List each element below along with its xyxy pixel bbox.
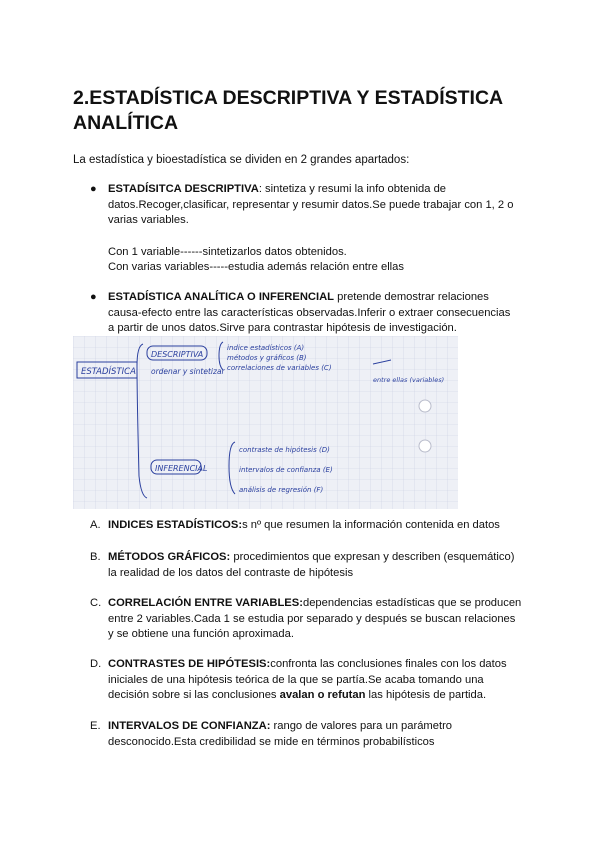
notes-drawing — [73, 336, 458, 509]
page-title: 2.ESTADÍSTICA DESCRIPTIVA Y ESTADÍSTICA ANALÍTICA — [73, 87, 503, 134]
list-term: INTERVALOS DE CONFIANZA: — [108, 720, 271, 732]
ring-hole — [419, 440, 431, 452]
list-term: INDICES ESTADÍSTICOS: — [108, 519, 243, 531]
bullet-dot: ● — [90, 291, 97, 303]
note-item-b: métodos y gráficos (B) — [227, 354, 307, 362]
note-branch-descriptiva: DESCRIPTIVA — [151, 350, 204, 359]
note-item-c: correlaciones de variables (C) — [227, 364, 332, 372]
list-term: CORRELACIÓN ENTRE VARIABLES: — [108, 597, 303, 609]
list-text: s nº que resumen la información contenida en datos — [242, 519, 500, 531]
note-item-a: indice estadísticos (A) — [227, 344, 305, 352]
bullet-text: pretende demostrar relaciones causa-efecto entre las características observadas.Inferir o extraer consecuencias a partir de unos datos.Sirve para contrastar hipótesis de investigación. — [108, 291, 511, 334]
subline-many-variables: Con varias variables-----estudia además relación entre ellas — [108, 261, 404, 273]
subline-one-variable: Con 1 variable------sintetizarlos datos obtenidos. — [108, 246, 347, 258]
list-marker: C. — [90, 597, 102, 609]
bullet-dot: ● — [90, 183, 97, 195]
note-item-d: contraste de hipótesis (D) — [239, 446, 330, 454]
list-text-end: las hipótesis de partida. — [365, 689, 487, 701]
handwritten-notes-photo — [73, 336, 458, 509]
list-text: dependencias estadísticas que se producen entre 2 variables.Cada 1 se estudia por separado y después se buscan relaciones y se obtiene una función aproximada. — [108, 597, 522, 640]
list-marker: A. — [90, 519, 101, 531]
bullet-text: : sintetiza y resumi la info obtenida de datos.Recoger,clasificar, representar y resumir datos.Se puede trabajar con 1, 2 o varias variables. — [108, 183, 514, 226]
list-text: procedimientos que expresan y describen (esquemático) la realidad de los datos del contraste de hipótesis — [108, 551, 515, 579]
list-marker: B. — [90, 551, 101, 563]
note-item-e: intervalos de confianza (E) — [239, 466, 333, 474]
note-branch-descriptiva-desc: ordenar y sintetizar — [151, 367, 225, 376]
bullet-term: ESTADÍSITCA DESCRIPTIVA — [108, 183, 259, 195]
list-term: CONTRASTES DE HIPÓTESIS: — [108, 658, 271, 670]
bullet-term: ESTADÍSTICA ANALÍTICA O INFERENCIAL — [108, 291, 335, 303]
intro-paragraph: La estadística y bioestadística se dividen en 2 grandes apartados: — [73, 154, 410, 166]
list-term: MÉTODOS GRÁFICOS: — [108, 551, 231, 563]
note-root: ESTADÍSTICA — [81, 367, 136, 377]
note-arrow-text: entre ellas (variables) — [373, 376, 445, 384]
list-marker: E. — [90, 720, 101, 732]
ring-hole — [419, 400, 431, 412]
list-term-emphasis: avalan o refutan — [279, 689, 366, 701]
list-marker: D. — [90, 658, 102, 670]
list-text: rango de valores para un parámetro desconocido.Esta credibilidad se mide en términos probabilísticos — [108, 720, 453, 748]
note-branch-inferencial: INFERENCIAL — [155, 464, 208, 473]
list-text: confronta las conclusiones finales con los datos iniciales de una hipótesis teórica de la que se partía.Se acaba tomando una decisión sobre si las conclusiones — [108, 658, 507, 701]
note-item-f: análisis de regresión (F) — [239, 486, 324, 494]
